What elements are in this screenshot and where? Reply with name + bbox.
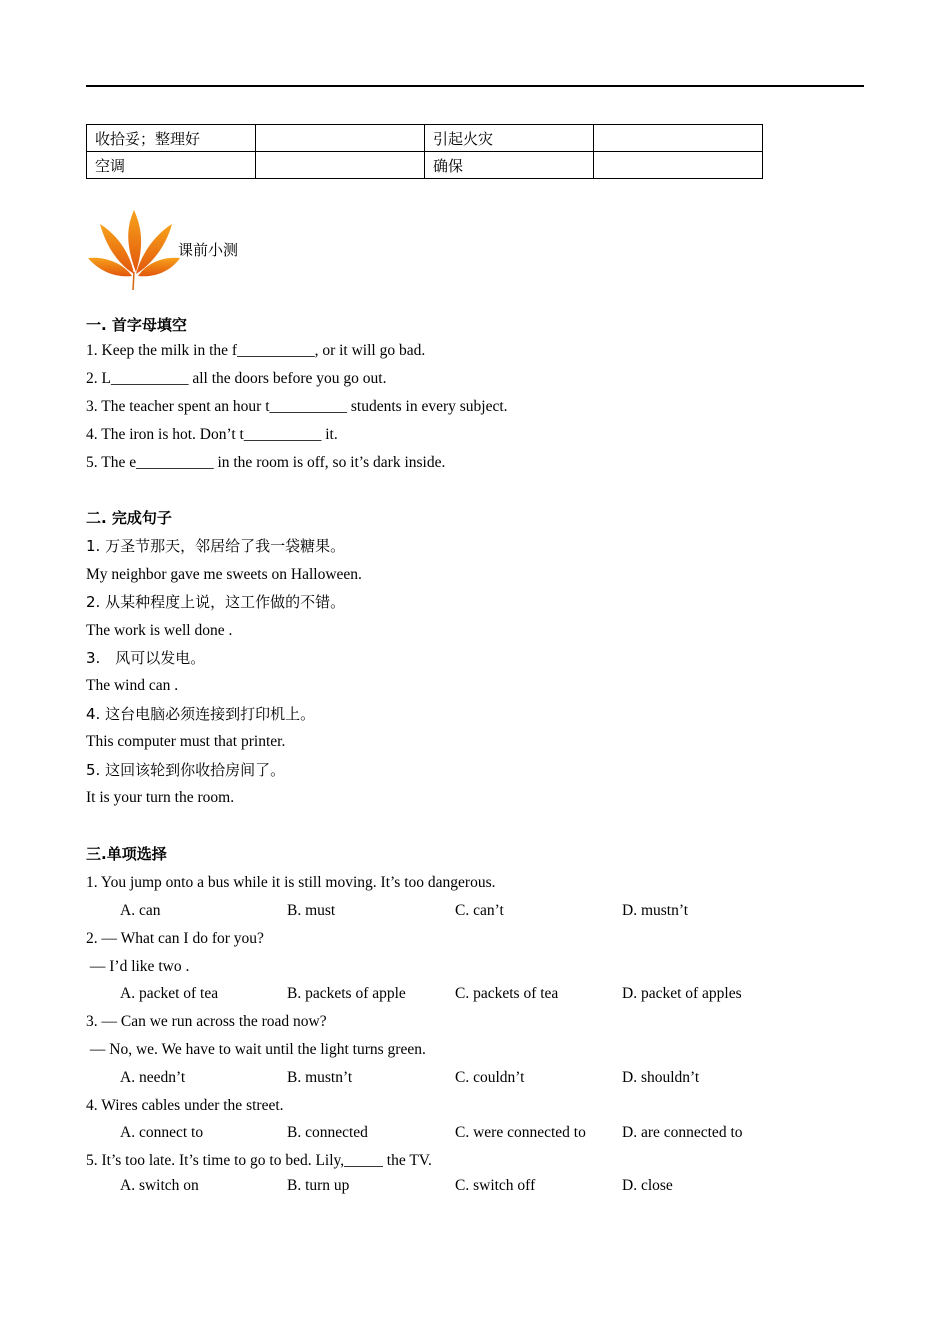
english-sentence: The wind can . — [86, 677, 179, 694]
option-a: A. needn’t — [120, 1069, 186, 1086]
question-stem: — I’d like two . — [86, 958, 190, 975]
fill-item: 4. The iron is hot. Don’t t__________ it. — [86, 426, 338, 443]
option-a: A. can — [120, 902, 161, 919]
question-stem: 4. Wires cables under the street. — [86, 1097, 284, 1114]
chinese-prompt: 3. 风可以发电。 — [86, 649, 206, 667]
english-sentence: It is your turn the room. — [86, 789, 235, 806]
maple-leaf-icon — [86, 206, 182, 292]
section3-heading: 三.单项选择 — [86, 845, 167, 863]
option-b: B. mustn’t — [287, 1069, 353, 1086]
table-cell: 引起火灾 — [425, 125, 594, 152]
option-c: C. were connected to — [455, 1124, 586, 1141]
question-stem: 3. — Can we run across the road now? — [86, 1013, 327, 1030]
option-c: C. packets of tea — [455, 985, 559, 1002]
option-a: A. switch on — [120, 1177, 199, 1194]
pretest-label: 课前小测 — [178, 241, 239, 259]
option-b: B. turn up — [287, 1177, 350, 1194]
chinese-prompt: 4. 这台电脑必须连接到打印机上。 — [86, 705, 316, 723]
option-b: B. connected — [287, 1124, 368, 1141]
table-cell: 确保 — [425, 152, 594, 179]
english-sentence: The work is well done . — [86, 622, 233, 639]
option-d: D. shouldn’t — [622, 1069, 700, 1086]
table-cell: 空调 — [87, 152, 256, 179]
option-b: B. must — [287, 902, 336, 919]
chinese-prompt: 2. 从某种程度上说，这工作做的不错。 — [86, 593, 346, 611]
fill-item: 2. L__________ all the doors before you go out. — [86, 370, 387, 387]
option-c: C. can’t — [455, 902, 504, 919]
chinese-prompt: 5. 这回该轮到你收拾房间了。 — [86, 761, 286, 779]
section2-heading: 二. 完成句子 — [86, 509, 172, 527]
table-cell — [594, 125, 763, 152]
table-cell — [256, 125, 425, 152]
question-stem: 2. — What can I do for you? — [86, 930, 264, 947]
option-c: C. switch off — [455, 1177, 536, 1194]
option-d: D. close — [622, 1177, 673, 1194]
fill-item: 1. Keep the milk in the f__________, or it will go bad. — [86, 342, 426, 359]
english-sentence: This computer must that printer. — [86, 733, 286, 750]
question-stem: 5. It’s too late. It’s time to go to bed. Lily,_____ the TV. — [86, 1152, 432, 1169]
option-d: D. mustn’t — [622, 902, 689, 919]
vocab-table — [86, 124, 763, 179]
chinese-prompt: 1. 万圣节那天，邻居给了我一袋糖果。 — [86, 537, 346, 555]
table-row — [87, 152, 763, 179]
option-a: A. connect to — [120, 1124, 204, 1141]
section1-heading: 一. 首字母填空 — [86, 316, 187, 334]
table-cell — [256, 152, 425, 179]
table-row — [87, 125, 763, 152]
fill-item: 5. The e__________ in the room is off, so it’s dark inside. — [86, 454, 446, 471]
question-stem: 1. You jump onto a bus while it is still moving. It’s too dangerous. — [86, 874, 496, 891]
question-stem: — No, we. We have to wait until the light turns green. — [86, 1041, 426, 1058]
option-d: D. packet of apples — [622, 985, 742, 1002]
english-sentence: My neighbor gave me sweets on Halloween. — [86, 566, 362, 583]
option-c: C. couldn’t — [455, 1069, 525, 1086]
table-cell: 收拾妥；整理好 — [87, 125, 256, 152]
fill-item: 3. The teacher spent an hour t__________ students in every subject. — [86, 398, 508, 415]
option-d: D. are connected to — [622, 1124, 743, 1141]
option-a: A. packet of tea — [120, 985, 219, 1002]
header-rule — [86, 85, 864, 87]
option-b: B. packets of apple — [287, 985, 406, 1002]
table-cell — [594, 152, 763, 179]
